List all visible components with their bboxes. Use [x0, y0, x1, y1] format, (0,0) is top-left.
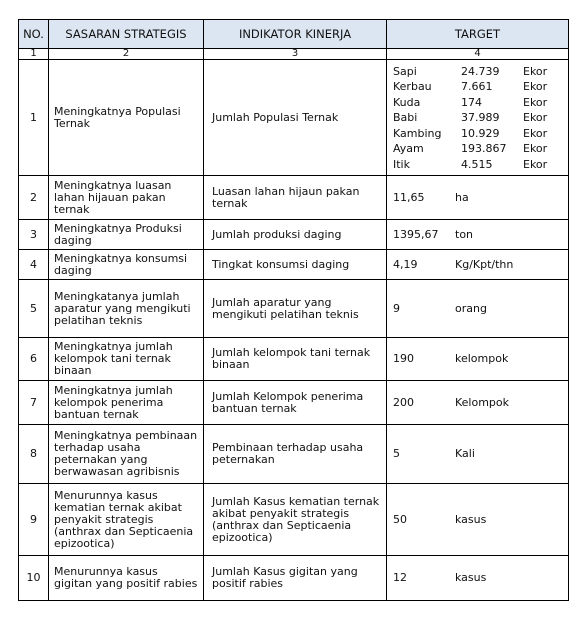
indikator-cell: Jumlah Kelompok penerima bantuan ternak [204, 381, 387, 425]
table-row [19, 280, 569, 338]
target-value: 4,19 [393, 257, 418, 271]
column-number: 3 [204, 49, 387, 60]
header-no: NO. [19, 20, 49, 49]
target-unit: Kg/Kpt/thn [455, 257, 514, 271]
animal-name: Kambing [393, 126, 442, 140]
indikator-cell: Jumlah Kasus kematian ternak akibat penyakit strategis (anthrax dan Septicaenia epizootica) [204, 484, 387, 556]
indikator-cell: Tingkat konsumsi daging [204, 250, 387, 280]
row-number: 4 [19, 250, 49, 280]
row-number: 6 [19, 338, 49, 381]
sasaran-cell: Meningkatnya konsumsi daging [49, 250, 204, 280]
target-value: 200 [393, 395, 414, 409]
animal-name: Ayam [393, 142, 424, 155]
target-unit: Kali [455, 447, 475, 460]
target-cell [387, 250, 569, 280]
indikator-cell: Jumlah aparatur yang mengikuti pelatihan teknis [204, 280, 387, 338]
animal-count: 24.739 [461, 64, 500, 78]
row-number: 3 [19, 220, 49, 250]
animal-count: 174 [461, 95, 482, 109]
animal-count: 10.929 [461, 126, 500, 140]
target-value: 12 [393, 571, 407, 584]
column-number: 2 [49, 49, 204, 60]
sasaran-cell: Menurunnya kasus kematian ternak akibat penyakit strategis (anthrax dan Septicaenia epizootica) [49, 484, 204, 556]
sasaran-cell: Meningkatnya Produksi daging [49, 220, 204, 250]
animal-name: Sapi [393, 64, 417, 78]
sasaran-cell: Meningkatanya jumlah aparatur yang mengikuti pelatihan teknis [49, 280, 204, 338]
target-cell [387, 484, 569, 556]
row-number: 10 [19, 556, 49, 601]
animal-count: 37.989 [461, 111, 500, 124]
row-number: 5 [19, 280, 49, 338]
table-row [19, 250, 569, 280]
table-row [19, 556, 569, 601]
target-cell [387, 425, 569, 484]
indikator-cell: Jumlah Populasi Ternak [204, 60, 387, 176]
target-cell [387, 220, 569, 250]
target-value: 5 [393, 447, 400, 460]
animal-name: Itik [393, 157, 410, 171]
population-target-list [387, 64, 568, 172]
animal-unit: Ekor [523, 80, 548, 93]
target-cell [387, 556, 569, 601]
target-value: 50 [393, 512, 407, 526]
sasaran-cell: Meningkatnya luasan lahan hijauan pakan ternak [49, 176, 204, 220]
row-number: 7 [19, 381, 49, 425]
target-cell [387, 280, 569, 338]
target-cell [387, 338, 569, 381]
animal-unit: Ekor [523, 64, 548, 78]
target-value: 11,65 [393, 190, 425, 204]
table-row [19, 176, 569, 220]
target-unit: kasus [455, 512, 487, 526]
target-table [18, 19, 569, 601]
animal-unit: Ekor [523, 126, 548, 140]
target-unit: ha [455, 190, 469, 204]
indikator-cell: Jumlah kelompok tani ternak binaan [204, 338, 387, 381]
target-value: 9 [393, 301, 400, 315]
indikator-cell: Jumlah Kasus gigitan yang positif rabies [204, 556, 387, 601]
target-unit: kelompok [455, 352, 509, 365]
indikator-cell: Luasan lahan hijaun pakan ternak [204, 176, 387, 220]
animal-count: 193.867 [461, 142, 507, 155]
indikator-cell: Jumlah produksi daging [204, 220, 387, 250]
indikator-cell: Pembinaan terhadap usaha peternakan [204, 425, 387, 484]
animal-name: Babi [393, 111, 418, 124]
header-sasaran: SASARAN STRATEGIS [49, 20, 204, 49]
row-number: 2 [19, 176, 49, 220]
animal-name: Kuda [393, 95, 421, 109]
target-value: 1395,67 [393, 227, 439, 241]
animal-unit: Ekor [523, 142, 548, 155]
animal-unit: Ekor [523, 157, 548, 171]
target-unit: orang [455, 301, 487, 315]
sasaran-cell: Meningkatnya Populasi Ternak [49, 60, 204, 176]
sasaran-cell: Menurunnya kasus gigitan yang positif rabies [49, 556, 204, 601]
sasaran-cell: Meningkatnya jumlah kelompok penerima bantuan ternak [49, 381, 204, 425]
animal-unit: Ekor [523, 111, 548, 124]
animal-unit: Ekor [523, 95, 548, 109]
target-unit: kasus [455, 571, 487, 584]
table-row [19, 484, 569, 556]
header-indikator: INDIKATOR KINERJA [204, 20, 387, 49]
column-number: 1 [19, 49, 49, 60]
sasaran-cell: Meningkatnya jumlah kelompok tani ternak binaan [49, 338, 204, 381]
table-row [19, 338, 569, 381]
animal-name: Kerbau [393, 80, 432, 93]
animal-count: 7.661 [461, 80, 493, 93]
row-number: 1 [19, 60, 49, 176]
sasaran-cell: Meningkatnya pembinaan terhadap usaha peternakan yang berwawasan agribisnis [49, 425, 204, 484]
target-value: 190 [393, 352, 414, 365]
header-target: TARGET [387, 20, 569, 49]
table-row [19, 425, 569, 484]
table-row [19, 381, 569, 425]
header-row [19, 20, 569, 49]
column-number: 4 [387, 49, 569, 60]
row-number: 8 [19, 425, 49, 484]
animal-count: 4.515 [461, 157, 493, 171]
target-cell [387, 176, 569, 220]
table-row [19, 220, 569, 250]
target-unit: ton [455, 227, 474, 241]
table-row [19, 60, 569, 176]
column-number-row [19, 49, 569, 60]
target-unit: Kelompok [455, 395, 510, 409]
target-cell [387, 381, 569, 425]
row-number: 9 [19, 484, 49, 556]
target-cell [387, 60, 569, 176]
